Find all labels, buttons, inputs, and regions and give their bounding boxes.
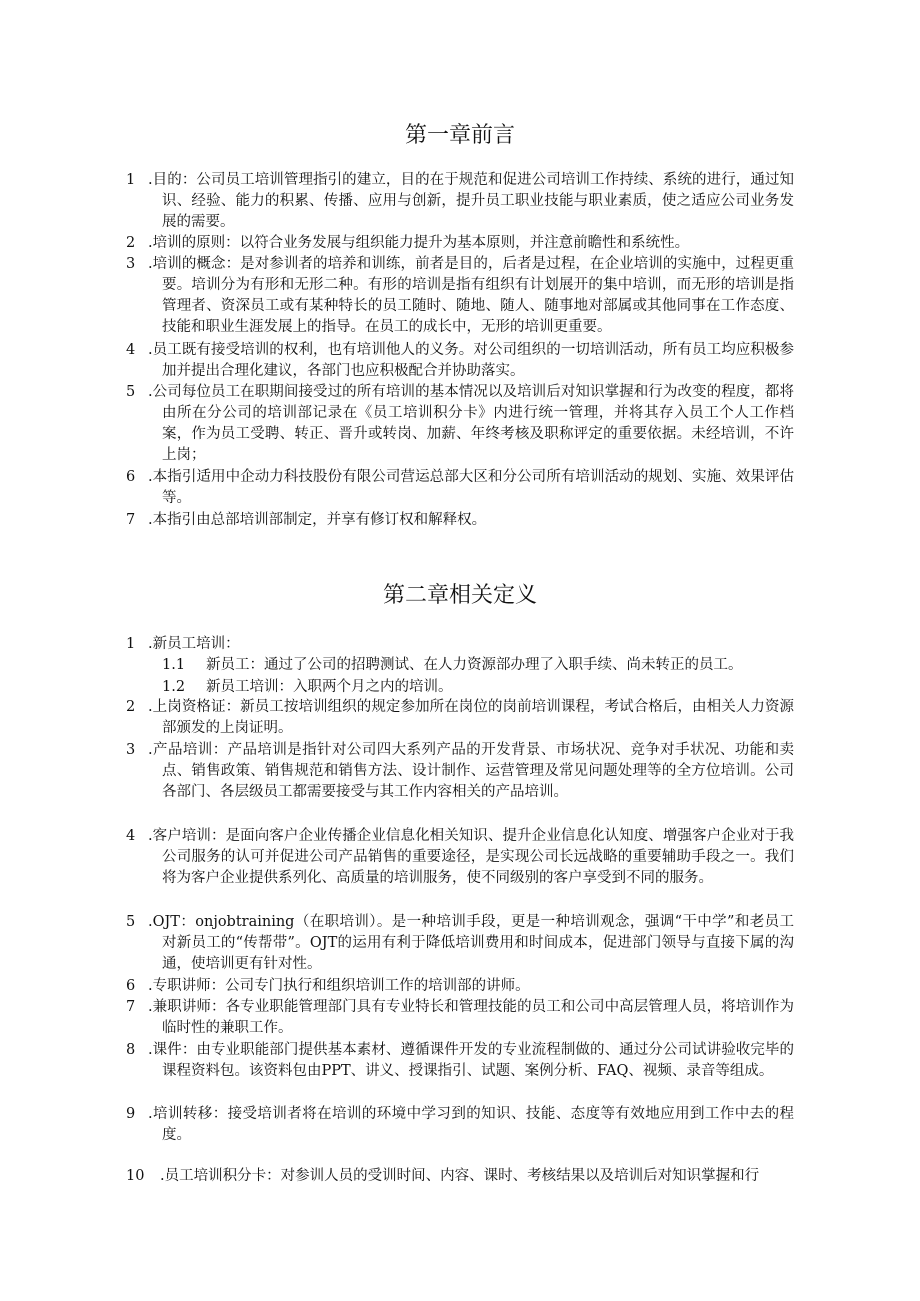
item-text: .新员工培训：	[148, 636, 240, 652]
sub-list-item	[162, 655, 743, 676]
item-number: 3	[126, 742, 136, 758]
item-text: .培训的原则：以符合业务发展与组织能力提升为基本原则，并注意前瞻性和系统性。	[148, 235, 690, 251]
item-number: 4	[126, 342, 136, 358]
item-number: 4	[126, 828, 136, 844]
item-text: .客户培训：是面向客户企业传播企业信息化相关知识、提升企业信息化认知度、增强客户企业对于我公司服务的认可并促进公司产品销售的重要途径，是实现公司长远战略的重要辅助手段之一。我们将为客户企业提供系列化、高质量的培训服务，使不同级别的客户享受到不同的服务。	[148, 828, 794, 886]
item-number: 2	[126, 235, 136, 251]
list-item	[126, 826, 794, 889]
chapter-2-title: 第二章相关定义	[382, 583, 537, 608]
list-item	[126, 1104, 794, 1146]
list-item	[126, 254, 794, 338]
item-number: 6	[126, 978, 136, 994]
item-text: .产品培训：产品培训是指针对公司四大系列产品的开发背景、市场状况、竞争对手状况、功能和卖点、销售政策、销售规范和销售方法、设计制作、运营管理及常见问题处理等的全方位培训。公司各部门、各层级员工都需要接受与其工作内容相关的产品培训。	[148, 742, 794, 800]
list-item	[126, 510, 794, 531]
list-item	[126, 976, 794, 997]
item-text: .目的：公司员工培训管理指引的建立，目的在于规范和促进公司培训工作持续、系统的进行，通过知识、经验、能力的积累、传播、应用与创新，提升员工职业技能与职业素质，使之适应公司业务发展的需要。	[148, 172, 794, 230]
list-item	[126, 740, 794, 803]
item-number: 7	[126, 512, 136, 528]
item-text: .本指引适用中企动力科技股份有限公司营运总部大区和分公司所有培训活动的规划、实施、效果评估等。	[148, 469, 794, 506]
item-number: 2	[126, 699, 136, 715]
list-item	[126, 634, 794, 655]
list-item	[126, 467, 794, 509]
item-text: .培训转移：接受培训者将在培训的环境中学习到的知识、技能、态度等有效地应用到工作中去的程度。	[148, 1106, 794, 1143]
item-text: .本指引由总部培训部制定，并享有修订权和解释权。	[148, 512, 487, 528]
sub-item-text: 新员工培训：入职两个月之内的培训。	[206, 679, 453, 695]
list-item	[126, 997, 794, 1039]
item-number: 8	[126, 1042, 136, 1058]
list-item	[126, 233, 794, 254]
item-number: 7	[126, 999, 136, 1015]
list-item	[126, 340, 794, 382]
sub-list-item	[162, 677, 453, 698]
sub-item-text: 新员工：通过了公司的招聘测试、在人力资源部办理了入职手续、尚未转正的员工。	[206, 657, 743, 673]
list-item	[126, 1166, 794, 1187]
item-number: 5	[126, 384, 136, 400]
list-item	[126, 912, 794, 975]
list-item	[126, 170, 794, 233]
item-text: .公司每位员工在职期间接受过的所有培训的基本情况以及培训后对知识掌握和行为改变的程度，都将由所在分公司的培训部记录在《员工培训积分卡》内进行统一管理，并将其存入员工个人工作档案，作为员工受聘、转正、晋升或转岗、加薪、年终考核及职称评定的重要依据。未经培训，不许上岗；	[148, 384, 794, 463]
item-number: 6	[126, 469, 136, 485]
item-number: 1	[126, 172, 136, 188]
list-item	[126, 1040, 794, 1082]
item-text: .员工培训积分卡：对参训人员的受训时间、内容、课时、考核结果以及培训后对知识掌握和行	[160, 1168, 760, 1184]
item-number: 10	[126, 1168, 145, 1184]
item-text: .OJT：onjobtraining（在职培训）。是一种培训手段，更是一种培训观念，强调“干中学”和老员工对新员工的“传帮带”。OJT的运用有利于降低培训费用和时间成本，促进部门领导与直接下属的沟通，使培训更有针对性。	[148, 914, 794, 972]
item-text: .培训的概念：是对参训者的培养和训练，前者是目的，后者是过程，在企业培训的实施中，过程更重要。培训分为有形和无形二种。有形的培训是指有组织有计划展开的集中培训，而无形的培训是指管理者、资深员工或有某种特长的员工随时、随地、随人、随事地对部属或其他同事在工作态度、技能和职业生涯发展上的指导。在员工的成长中，无形的培训更重要。	[148, 256, 794, 335]
item-number: 3	[126, 256, 136, 272]
item-text: .课件：由专业职能部门提供基本素材、遵循课件开发的专业流程制做的、通过分公司试讲验收完毕的课程资料包。该资料包由PPT、讲义、授课指引、试题、案例分析、FAQ、视频、录音等组成。	[148, 1042, 794, 1079]
item-text: .专职讲师：公司专门执行和组织培训工作的培训部的讲师。	[148, 978, 530, 994]
item-text: .员工既有接受培训的权利，也有培训他人的义务。对公司组织的一切培训活动，所有员工均应积极参加并提出合理化建议，各部门也应积极配合并协助落实。	[148, 342, 794, 379]
chapter-1-title: 第一章前言	[404, 123, 515, 148]
sub-item-number: 1.2	[162, 679, 186, 695]
item-number: 5	[126, 914, 136, 930]
list-item	[126, 697, 794, 739]
item-text: .兼职讲师：各专业职能管理部门具有专业特长和管理技能的员工和公司中高层管理人员，将培训作为临时性的兼职工作。	[148, 999, 794, 1036]
item-number: 1	[126, 636, 136, 652]
item-text: .上岗资格证：新员工按培训组织的规定参加所在岗位的岗前培训课程，考试合格后，由相关人力资源部颁发的上岗证明。	[148, 699, 794, 736]
sub-item-number: 1.1	[162, 657, 186, 673]
list-item	[126, 382, 794, 466]
item-number: 9	[126, 1106, 136, 1122]
